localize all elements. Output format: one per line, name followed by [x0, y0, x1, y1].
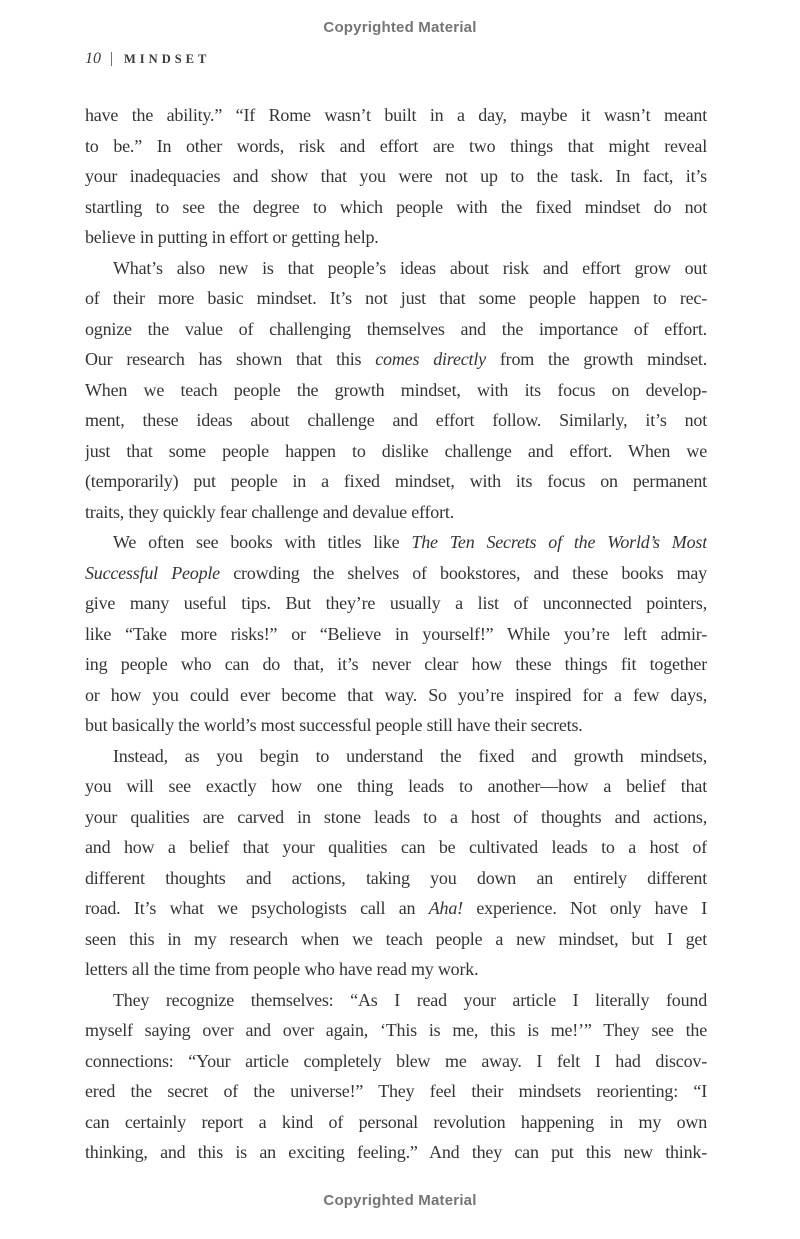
text-line: traits, they quickly fear challenge and devalue effort.	[85, 501, 455, 522]
copyright-notice-top: Copyrighted Material	[323, 19, 477, 36]
text-line: have the ability.” “If Rome wasn’t built in a day, maybe it wasn’t meant	[85, 105, 707, 125]
text-line: ment, these ideas about challenge and effort follow. Similarly, it’s not	[85, 410, 707, 430]
text-line: ognize the value of challenging themselves and the importance of effort.	[85, 318, 707, 339]
paragraph	[85, 100, 707, 253]
text-line: (temporarily) put people in a fixed mindset, with its focus on permanent	[85, 471, 707, 491]
text-line: believe in putting in effort or getting help.	[85, 227, 379, 247]
running-header	[85, 50, 210, 68]
paragraph	[85, 253, 707, 528]
copyright-notice-bottom: Copyrighted Material	[323, 1192, 477, 1209]
text-line: ered the secret of the universe!” They feel their mindsets reorienting: “I	[85, 1081, 707, 1101]
italic-text: Aha!	[428, 898, 463, 918]
italic-text: Successful People	[85, 562, 220, 583]
page-body	[85, 100, 707, 1168]
text-line: myself saying over and over again, ‘This is me, this is me!’” They see the	[85, 1020, 707, 1040]
text-line: you will see exactly how one thing leads to another—how a belief that	[85, 776, 707, 796]
text-line: We often see books with titles like The Ten Secrets of the World’s Most	[113, 532, 707, 552]
paragraph	[85, 985, 707, 1168]
text-line: thinking, and this is an exciting feeling.” And they can put this new think-	[85, 1142, 707, 1162]
text-line: your qualities are carved in stone leads to a host of thoughts and actions,	[85, 806, 707, 827]
text-line: They recognize themselves: “As I read your article I literally found	[113, 989, 707, 1010]
text-line: just that some people happen to dislike challenge and effort. When we	[85, 440, 707, 461]
text-line: Instead, as you begin to understand the fixed and growth mindsets,	[113, 745, 707, 766]
text-line: Successful People crowding the shelves of bookstores, and these books may	[85, 562, 707, 583]
text-line: and how a belief that your qualities can be cultivated leads to a host of	[85, 837, 707, 857]
text-line: to be.” In other words, risk and effort are two things that might reveal	[85, 135, 707, 156]
text-line: When we teach people the growth mindset, with its focus on develop-	[85, 379, 707, 400]
text-line: like “Take more risks!” or “Believe in yourself!” While you’re left admir-	[85, 623, 707, 644]
paragraph	[85, 527, 707, 741]
text-line: What’s also new is that people’s ideas about risk and effort grow out	[113, 257, 707, 278]
italic-text: The Ten Secrets of the World’s Most	[411, 532, 707, 552]
text-line: startling to see the degree to which people with the fixed mindset do not	[85, 196, 707, 217]
text-line: or how you could ever become that way. So you’re inspired for a few days,	[85, 684, 707, 705]
text-line: but basically the world’s most successful people still have their secrets.	[85, 715, 583, 735]
text-line: road. It’s what we psychologists call an Aha! experience. Not only have I	[85, 898, 707, 918]
text-line: connections: “Your article completely blew me away. I felt I had discov-	[85, 1050, 707, 1071]
page-number: 10	[85, 50, 101, 67]
text-line: ing people who can do that, it’s never clear how these things fit together	[85, 654, 707, 674]
text-line: of their more basic mindset. It’s not just that some people happen to rec-	[85, 288, 707, 308]
text-line: seen this in my research when we teach people a new mindset, but I get	[85, 928, 707, 949]
text-line: can certainly report a kind of personal revolution happening in my own	[85, 1111, 707, 1132]
text-line: letters all the time from people who have read my work.	[85, 959, 479, 979]
header-divider-rule	[111, 52, 112, 66]
italic-text: comes directly	[375, 349, 486, 369]
book-title: MINDSET	[124, 52, 211, 66]
paragraph	[85, 741, 707, 985]
text-line: Our research has shown that this comes directly from the growth mindset.	[85, 349, 707, 369]
text-line: your inadequacies and show that you were not up to the task. In fact, it’s	[85, 166, 707, 186]
text-line: different thoughts and actions, taking you down an entirely different	[85, 867, 707, 888]
text-line: give many useful tips. But they’re usually a list of unconnected pointers,	[85, 593, 707, 613]
